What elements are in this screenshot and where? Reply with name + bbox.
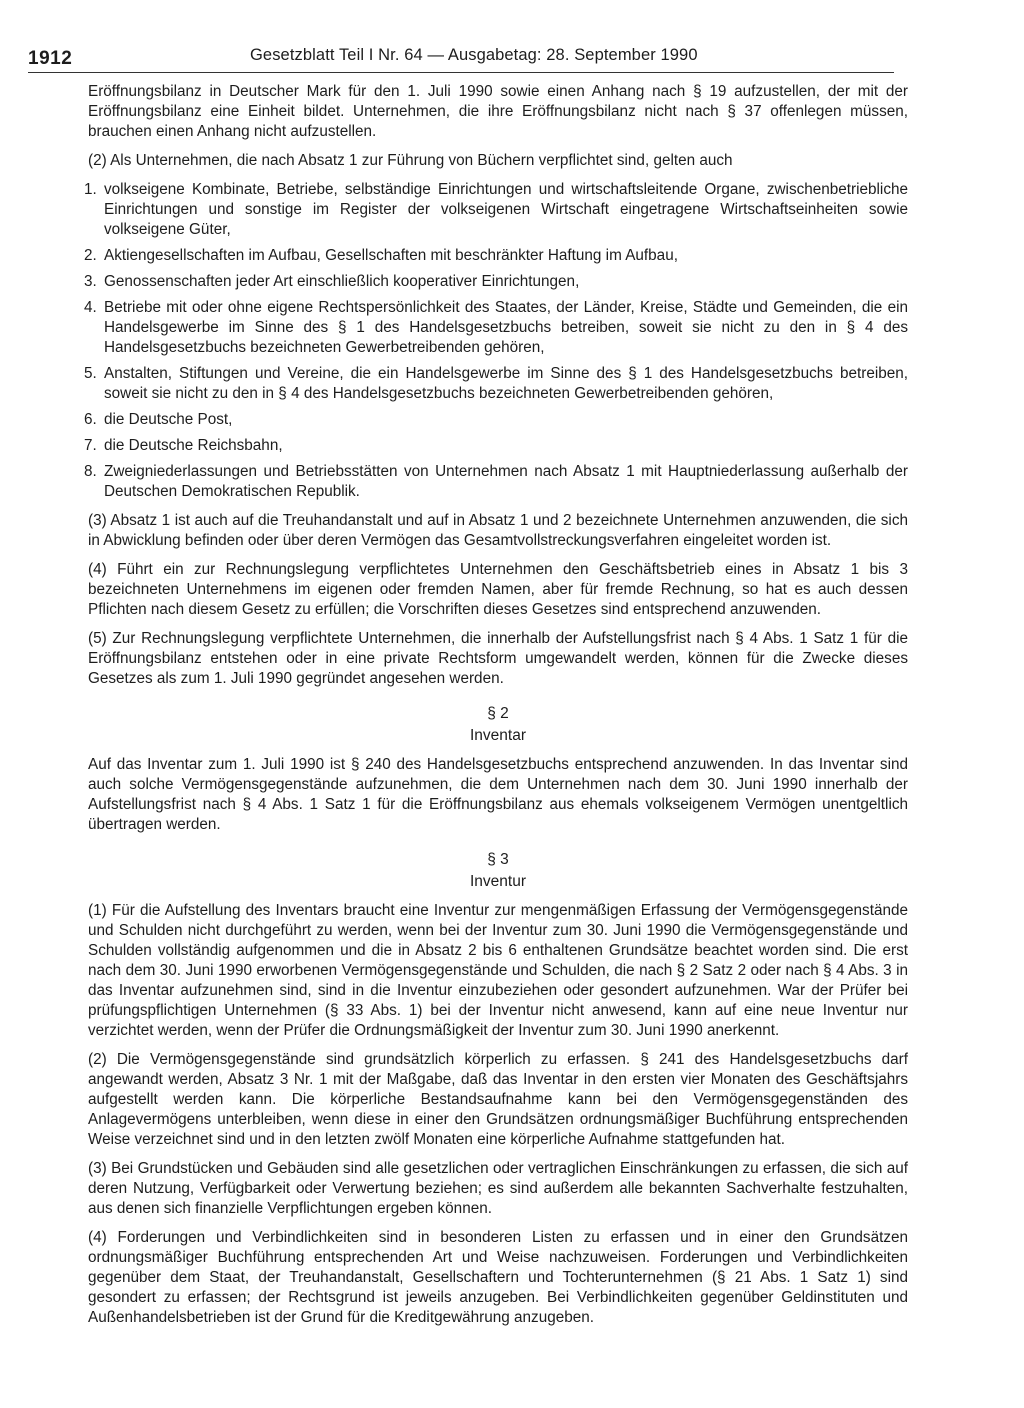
enterprise-list: [84, 180, 908, 502]
list-item: [84, 298, 908, 358]
section-3-paragraph-1: (1) Für die Aufstellung des Inventars braucht eine Inventur zur mengenmäßigen Erfassung der Vermögensgegenstände und Schulden nicht durchgeführt zu werden, wenn bei der Inventur zum 30. Juni 1990 die Vermögensgegenstände und Schulden vollständig aufgenommen und die in Absatz 2 bis 6 enthaltenen Grundsätze beachtet worden sind. Die erst nach dem 30. Juni 1990 erworbenen Vermögensgegenstände und Schulden, die nach § 2 Satz 2 oder nach § 4 Abs. 3 in das Inventar aufzunehmen sind, sind in die Inventur einzubeziehen oder gesondert aufzunehmen. War der Prüfer bei prüfungspflichtigen Unternehmen (§ 33 Abs. 1) bei der Inventur nicht anwesend, kann auf eine neue Inventur nur verzichtet werden, wenn der Prüfer die Ordnungsmäßigkeit der Inventur zum 30. Juni 1990 anerkennt.: [88, 902, 908, 1039]
page-number: 1912: [28, 48, 73, 69]
list-item: [84, 462, 908, 502]
gazette-title: Gesetzblatt Teil I Nr. 64 — Ausgabetag: 28. September 1990: [250, 46, 698, 64]
list-item: [84, 436, 908, 456]
paragraph-4: (4) Führt ein zur Rechnungslegung verpflichtetes Unternehmen den Geschäftsbetrieb eines in Absatz 1 bis 3 bezeichneten Unternehmens im eigenen oder fremden Namen, aber für fremde Rechnung, so hat es auch dessen Pflichten nach diesem Gesetz zu erfüllen; die Vorschriften dieses Gesetzes sind entsprechend anzuwenden.: [88, 561, 908, 618]
list-text: Betriebe mit oder ohne eigene Rechtspersönlichkeit des Staates, der Länder, Kreise, Städte und Gemeinden, die ein Handelsgewerbe im Sinne des § 1 des Handelsgesetzbuchs betreiben, soweit sie nicht zu den in § 4 des Handelsgesetzbuchs bezeichneten Gewerbetreibenden gehören,: [104, 299, 908, 356]
list-number: 8.: [84, 463, 97, 480]
paragraph-3: (3) Absatz 1 ist auch auf die Treuhandanstalt und auf in Absatz 1 und 2 bezeichnete Unternehmen anzuwenden, die sich in Abwicklung befinden oder über deren Vermögen das Gesamtvollstreckungsverfahren eingeleitet worden ist.: [88, 512, 908, 549]
section-3-paragraph-3: (3) Bei Grundstücken und Gebäuden sind alle gesetzlichen oder vertraglichen Einschränkungen zu erfassen, die sich auf deren Nutzung, Verfügbarkeit oder Verwertung beziehen; es sind außerdem alle bekannten Sachverhalte festzuhalten, aus denen sich finanzielle Verpflichtungen ergeben können.: [88, 1160, 908, 1217]
section-3-sign: § 3: [487, 851, 509, 868]
list-number: 6.: [84, 411, 97, 428]
list-item: [84, 410, 908, 430]
list-item: [84, 364, 908, 404]
list-text: Anstalten, Stiftungen und Vereine, die ein Handelsgewerbe im Sinne des § 1 des Handelsgesetzbuchs betreiben, soweit sie nicht zu den in § 4 des Handelsgesetzbuchs bezeichneten Gewerbetreibenden gehören,: [104, 365, 908, 402]
list-item: [84, 272, 908, 292]
paragraph-2-intro: (2) Als Unternehmen, die nach Absatz 1 zur Führung von Büchern verpflichtet sind, gelten auch: [88, 152, 733, 169]
page-header: [28, 44, 894, 73]
section-3-paragraph-4: (4) Forderungen und Verbindlichkeiten sind in besonderen Listen zu erfassen und in einer den Grundsätzen ordnungsmäßiger Buchführung entsprechenden Art und Weise nachzuweisen. Forderungen und Verbindlichkeiten gegenüber dem Staat, der Treuhandanstalt, Gesellschaftern und Tochterunternehmen (§ 21 Abs. 1 Satz 1) sind gesondert zu erfassen; der Rechtsgrund ist jeweils anzugeben. Bei Verbindlichkeiten gegenüber Geldinstituten und Außenhandelsbetrieben ist der Grund für die Kreditgewährung anzugeben.: [88, 1229, 908, 1326]
list-text: Zweigniederlassungen und Betriebsstätten von Unternehmen nach Absatz 1 mit Hauptniederlassung außerhalb der Deutschen Demokratischen Republik.: [104, 463, 908, 500]
section-2-title: Inventar: [469, 727, 526, 744]
list-number: 7.: [84, 437, 97, 454]
list-text: Aktiengesellschaften im Aufbau, Gesellschaften mit beschränkter Haftung im Aufbau,: [104, 247, 678, 264]
list-text: Genossenschaften jeder Art einschließlich kooperativer Einrichtungen,: [104, 273, 580, 290]
list-text: volkseigene Kombinate, Betriebe, selbständige Einrichtungen und wirtschaftsleitende Organe, zwischenbetriebliche Einrichtungen und sonstige im Register der volkseigenen Wirtschaft eingetragene Wirtschaftseinheiten sowie volkseigene Güter,: [104, 181, 908, 238]
section-3-paragraph-2: (2) Die Vermögensgegenstände sind grundsätzlich körperlich zu erfassen. § 241 des Handelsgesetzbuchs darf angewandt werden, Absatz 3 Nr. 1 mit der Maßgabe, daß das Inventar in den ersten vier Monaten des Geschäftsjahrs aufgestellt werden kann. Die körperliche Bestandsaufnahme kann bei den Vermögensgegenständen des Anlagevermögens unterbleiben, wenn diese in einer den Grundsätzen ordnungsmäßiger Buchführung entsprechenden Weise verzeichnet sind und in den letzten zwölf Monaten eine körperliche Aufnahme stattgefunden hat.: [88, 1051, 908, 1148]
list-text: die Deutsche Post,: [104, 411, 233, 428]
list-number: 2.: [84, 247, 97, 264]
list-number: 3.: [84, 273, 97, 290]
intro-paragraph: Eröffnungsbilanz in Deutscher Mark für den 1. Juli 1990 sowie einen Anhang nach § 19 aufzustellen, der mit der Eröffnungsbilanz eine Einheit bildet. Unternehmen, die ihre Eröffnungsbilanz nicht nach § 37 offenlegen müssen, brauchen einen Anhang nicht aufzustellen.: [88, 83, 908, 140]
list-number: 4.: [84, 299, 97, 316]
list-number: 5.: [84, 365, 97, 382]
section-3-title: Inventur: [469, 873, 526, 890]
paragraph-5: (5) Zur Rechnungslegung verpflichtete Unternehmen, die innerhalb der Aufstellungsfrist nach § 4 Abs. 1 Satz 1 für die Eröffnungsbilanz entstehen oder in eine private Rechtsform umgewandelt werden, können für die Zwecke dieses Gesetzes als zum 1. Juli 1990 gegründet angesehen werden.: [88, 630, 908, 687]
list-item: [84, 180, 908, 240]
list-text: die Deutsche Reichsbahn,: [104, 437, 283, 454]
section-2-text: Auf das Inventar zum 1. Juli 1990 ist § 240 des Handelsgesetzbuchs entsprechend anzuwenden. In das Inventar sind auch solche Vermögensgegenstände aufzunehmen, die dem Unternehmen nach dem 30. Juni 1990 innerhalb der Aufstellungsfrist nach § 4 Abs. 1 Satz 1 für die Eröffnungsbilanz aus ehemals volkseigenem Vermögen unentgeltlich übertragen werden.: [88, 756, 908, 833]
list-number: 1.: [84, 181, 97, 198]
section-2-sign: § 2: [487, 705, 509, 722]
list-item: [84, 246, 908, 266]
document-body: [84, 82, 908, 1337]
